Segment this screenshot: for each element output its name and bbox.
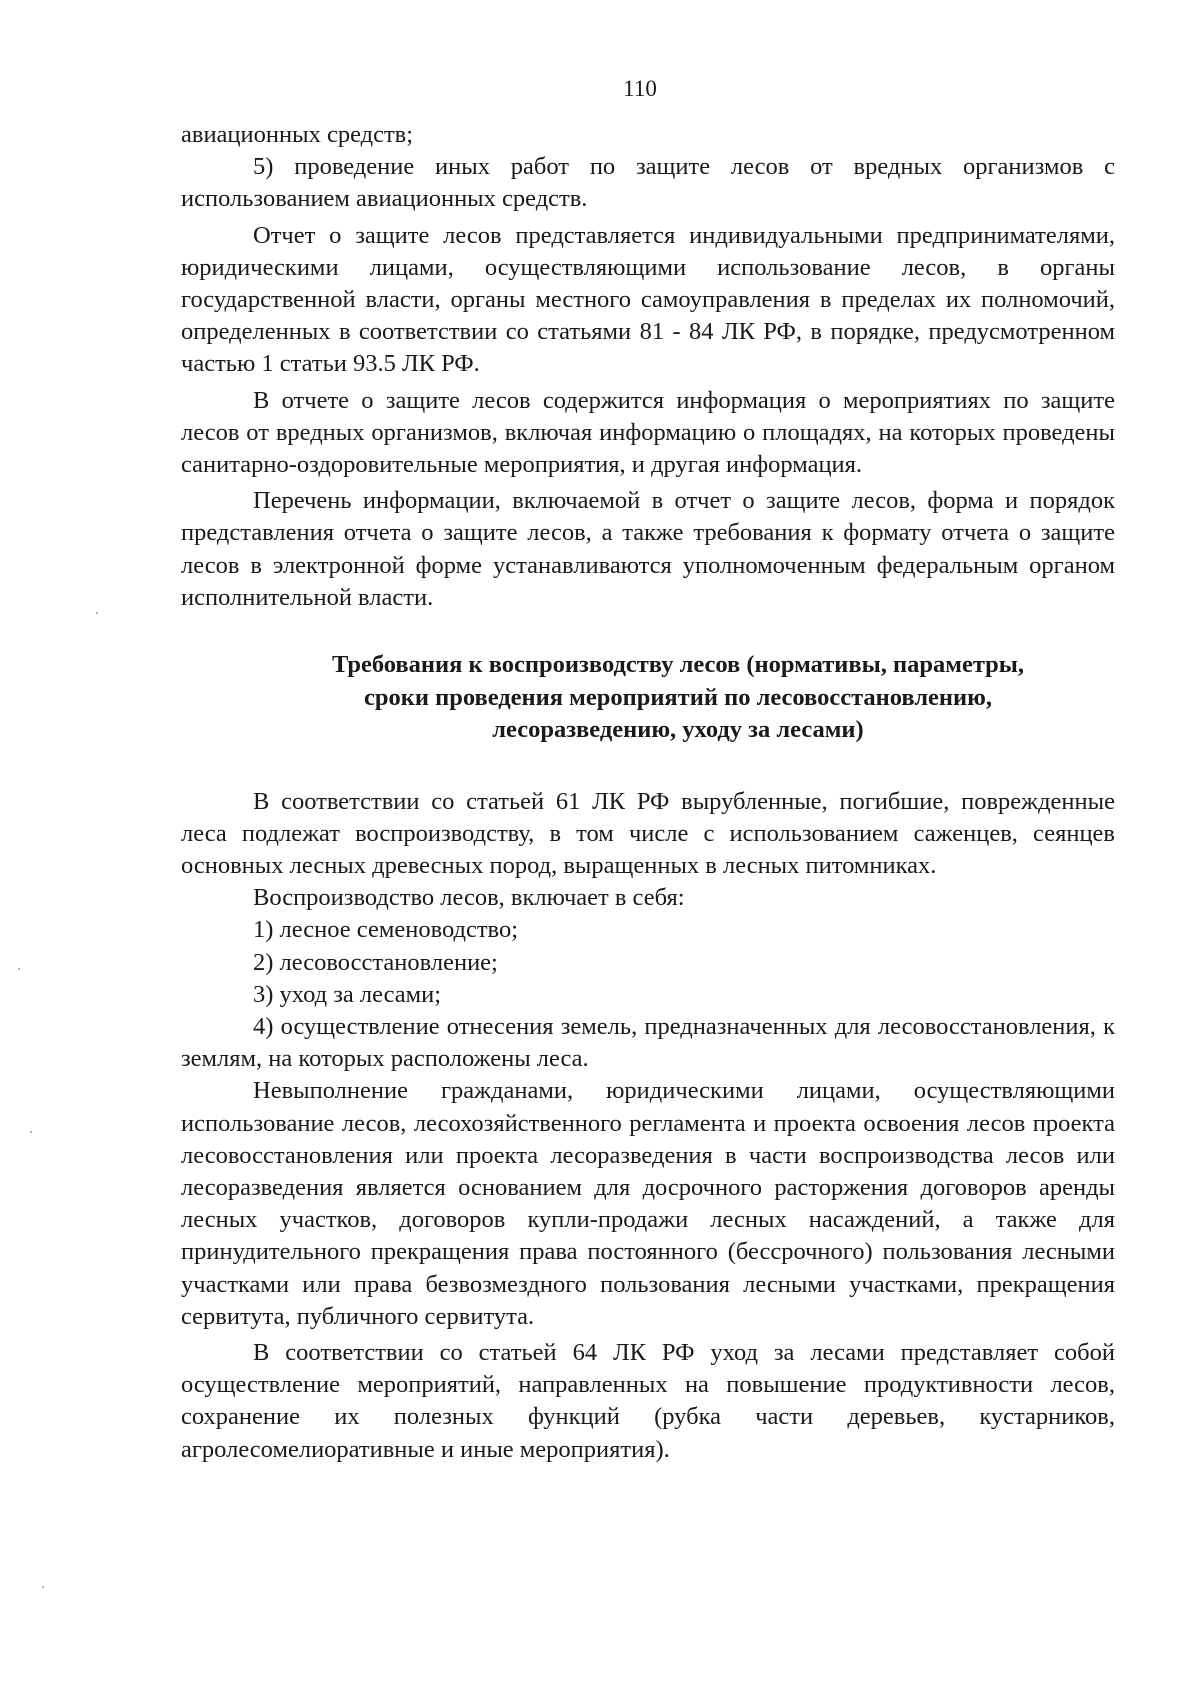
heading-line-1: Требования к воспроизводству лесов (нормативы, параметры, xyxy=(331,651,1025,679)
paragraph-article-61: В соответствии со статьей 61 ЛК РФ вырубленные, погибшие, поврежденные леса подлежат воспроизводству, в том числе с использованием саженцев, сеянцев основных лесных древесных пород, выращенных в лесных питомниках. xyxy=(181,787,1115,879)
paragraph-item-5: 5) проведение иных работ по защите лесов от вредных организмов с использованием авиационных средств. xyxy=(181,153,1115,213)
scan-speck xyxy=(18,968,20,970)
scan-speck xyxy=(96,612,98,614)
paragraph-report-contents: В отчете о защите лесов содержится информация о мероприятиях по защите лесов от вредных организмов, включая информацию о площадях, на которых проведены санитарно-оздоровительные мероприятия, и другая информация. xyxy=(181,386,1115,479)
scan-speck xyxy=(30,1131,32,1133)
paragraph-report-submission: Отчет о защите лесов представляется индивидуальными предпринимателями, юридическими лицами, осуществляющими использование лесов, в органы государственной власти, органы местного самоуправления в пределах их полномочий, определенных в соответствии со статьями 81 - 84 ЛК РФ, в порядке, предусмотренном частью 1 статьи 93.5 ЛК РФ. xyxy=(181,221,1115,378)
paragraph-continuation: авиационных средств; xyxy=(181,121,414,148)
scan-speck xyxy=(42,1586,44,1588)
paragraph-report-format: Перечень информации, включаемой в отчет о защите лесов, форма и порядок представления отчета о защите лесов, а также требования к формату отчета о защите лесов в электронной форме устанавливаются уполномоченным федеральным органом исполнительной власти. xyxy=(181,487,1115,611)
list-item-2: 2) лесовосстановление; xyxy=(253,948,498,976)
document-body xyxy=(181,119,1115,1466)
list-item-1: 1) лесное семеноводство; xyxy=(253,916,519,944)
heading-line-3: лесоразведению, уходу за лесами) xyxy=(492,716,864,744)
paragraph-article-64: В соответствии со статьей 64 ЛК РФ уход за лесами представляет собой осуществление мероприятий, направленных на повышение продуктивности лесов, сохранение их полезных функций (рубка части деревьев, кустарников, агролесомелиоративные и иные мероприятия). xyxy=(181,1339,1115,1463)
paragraph-includes: Воспроизводство лесов, включает в себя: xyxy=(253,884,685,912)
section-heading xyxy=(181,649,1115,747)
paragraph-non-compliance: Невыполнение гражданами, юридическими лицами, осуществляющими использование лесов, лесохозяйственного регламента и проекта освоения лесов проекта лесовосстановления или проекта лесоразведения в части воспроизводства лесов или лесоразведения является основанием для досрочного расторжения договоров аренды лесных участков, договоров купли-продажи лесных насаждений, а также для принудительного прекращения права постоянного (бессрочного) пользования лесными участками или права безвозмездного пользования лесными участками, прекращения сервитута, публичного сервитута. xyxy=(181,1077,1115,1330)
page-number: 110 xyxy=(623,76,657,101)
list-item-4: 4) осуществление отнесения земель, предназначенных для лесовосстановления, к землям, на которых расположены леса. xyxy=(181,1012,1115,1073)
list-item-3: 3) уход за лесами; xyxy=(253,980,442,1008)
heading-line-2: сроки проведения мероприятий по лесовосстановлению, xyxy=(363,683,993,711)
